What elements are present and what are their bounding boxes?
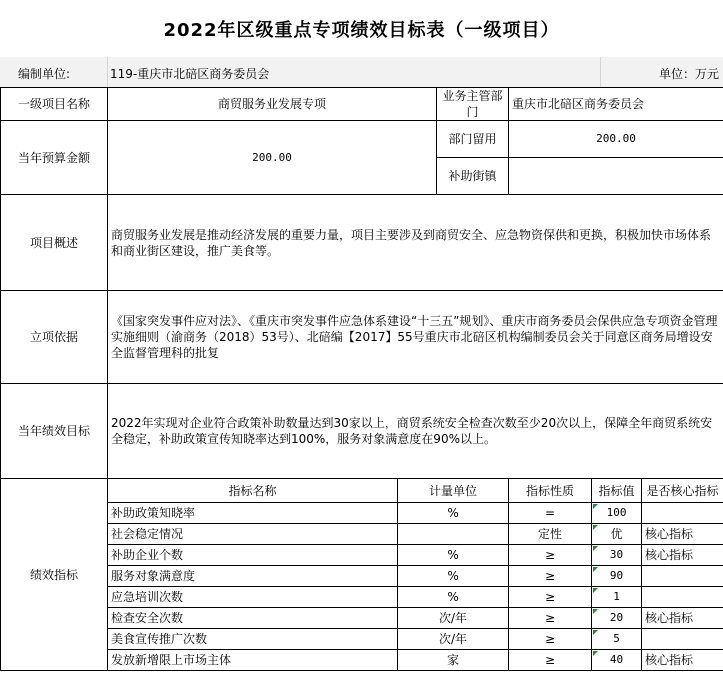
indicator-nature[interactable]: ≥ (509, 650, 592, 671)
dept-label: 业务主管部门 (437, 88, 509, 121)
indicator-row (1, 650, 723, 671)
unit-label: 编制单位: (18, 67, 71, 81)
indicator-nature[interactable]: ≥ (509, 545, 592, 566)
indicator-nature[interactable]: ≥ (509, 587, 592, 608)
header-divider (600, 57, 601, 87)
indicator-row (1, 566, 723, 587)
indicator-nature[interactable]: 定性 (509, 524, 592, 545)
indicator-unit[interactable]: % (398, 503, 509, 524)
overview-label: 项目概述 (1, 195, 108, 291)
indicator-unit[interactable]: 次/年 (398, 629, 509, 650)
retain-value[interactable]: 200.00 (509, 121, 723, 158)
indicator-nature[interactable]: ≥ (509, 629, 592, 650)
column-header: 指标名称 (108, 479, 398, 503)
column-header: 是否核心指标 (642, 479, 723, 503)
indicator-name[interactable]: 检查安全次数 (108, 608, 398, 629)
indicator-name[interactable]: 应急培训次数 (108, 587, 398, 608)
indicator-name[interactable]: 美食宣传推广次数 (108, 629, 398, 650)
indicator-value[interactable]: 100 (592, 503, 642, 524)
indicator-value[interactable]: 优 (592, 524, 642, 545)
basis-text[interactable]: 《国家突发事件应对法》、《重庆市突发事件应急体系建设“十三五”规划》、重庆市商务委员会保供应急专项资金管理实施细则（渝商务（2018）53号）、北碚编【2017】55号重庆市北碚区机构编制委员会关于同意区商务局增设安全监督管理科的批复 (108, 291, 723, 384)
indicator-unit[interactable]: % (398, 566, 509, 587)
indicator-core[interactable]: 核心指标 (642, 545, 723, 566)
indicator-value[interactable]: 20 (592, 608, 642, 629)
indicator-core[interactable] (642, 587, 723, 608)
indicator-core[interactable] (642, 629, 723, 650)
indicator-row (1, 629, 723, 650)
indicator-row (1, 587, 723, 608)
unit-value[interactable]: 119-重庆市北碚区商务委员会 (110, 67, 270, 81)
goal-text[interactable]: 2022年实现对企业符合政策补助数量达到30家以上，商贸系统安全检查次数至少20次以上，保障全年商贸系统安全稳定，补助政策宣传知晓率达到100%，服务对象满意度在90%以上。 (108, 384, 723, 479)
column-header: 计量单位 (398, 479, 509, 503)
dept-value[interactable]: 重庆市北碚区商务委员会 (509, 88, 723, 121)
column-header: 指标性质 (509, 479, 592, 503)
indicator-nature[interactable]: ≥ (509, 566, 592, 587)
currency-unit: 单位：万元 (658, 67, 719, 81)
subsidy-label: 补助街镇 (437, 158, 509, 195)
budget-total[interactable]: 200.00 (108, 121, 437, 195)
indicator-value[interactable]: 90 (592, 566, 642, 587)
indicator-name[interactable]: 补助企业个数 (108, 545, 398, 566)
overview-text[interactable]: 商贸服务业发展是推动经济发展的重要力量，项目主要涉及到商贸安全、应急物资保供和更换，积极加快市场体系和商业街区建设，推广美食等。 (108, 195, 723, 291)
page-title: 2022年区级重点专项绩效目标表（一级项目） (0, 0, 723, 58)
indicators-label: 绩效指标 (1, 479, 108, 671)
indicator-value[interactable]: 30 (592, 545, 642, 566)
indicator-unit[interactable]: 次/年 (398, 608, 509, 629)
indicator-value[interactable]: 40 (592, 650, 642, 671)
indicator-value[interactable]: 5 (592, 629, 642, 650)
indicator-unit[interactable]: 家 (398, 650, 509, 671)
indicator-core[interactable]: 核心指标 (642, 524, 723, 545)
indicator-unit[interactable] (398, 524, 509, 545)
indicator-name[interactable]: 发放新增限上市场主体 (108, 650, 398, 671)
subsidy-value[interactable] (509, 158, 723, 195)
project-name-label: 一级项目名称 (1, 88, 108, 121)
column-header: 指标值 (592, 479, 642, 503)
indicator-unit[interactable]: % (398, 545, 509, 566)
project-name-value[interactable]: 商贸服务业发展专项 (108, 88, 437, 121)
header-divider (107, 57, 108, 87)
indicator-unit[interactable]: % (398, 587, 509, 608)
goal-label: 当年绩效目标 (1, 384, 108, 479)
indicator-nature[interactable]: = (509, 503, 592, 524)
indicator-name[interactable]: 补助政策知晓率 (108, 503, 398, 524)
indicator-row (1, 503, 723, 524)
basis-label: 立项依据 (1, 291, 108, 384)
indicator-name[interactable]: 社会稳定情况 (108, 524, 398, 545)
indicator-core[interactable] (642, 503, 723, 524)
indicator-row (1, 545, 723, 566)
indicator-core[interactable]: 核心指标 (642, 650, 723, 671)
indicator-core[interactable] (642, 566, 723, 587)
indicator-name[interactable]: 服务对象满意度 (108, 566, 398, 587)
target-table (0, 87, 723, 671)
retain-label: 部门留用 (437, 121, 509, 158)
indicator-nature[interactable]: ≥ (509, 608, 592, 629)
budget-label: 当年预算金额 (1, 121, 108, 195)
indicator-row (1, 608, 723, 629)
indicator-core[interactable]: 核心指标 (642, 608, 723, 629)
sheet-header-row (0, 57, 723, 88)
indicator-value[interactable]: 1 (592, 587, 642, 608)
indicator-row (1, 524, 723, 545)
